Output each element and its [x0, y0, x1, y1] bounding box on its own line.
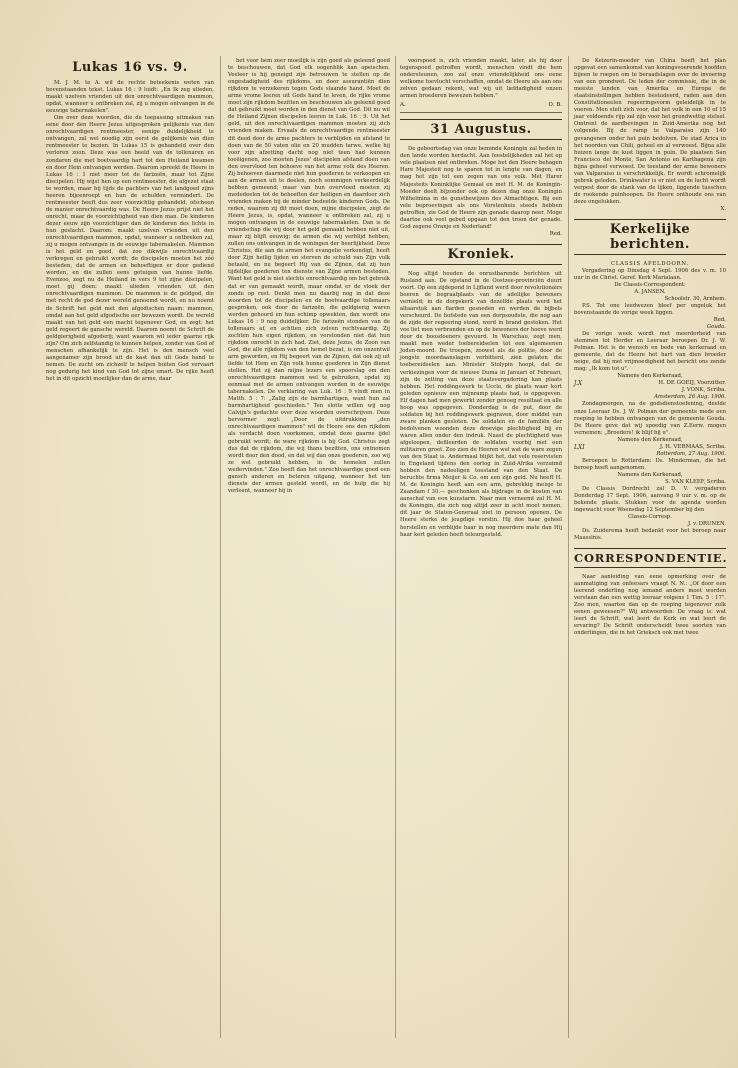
section-title-correspondentie: CORRESPONDENTIE.	[574, 548, 726, 568]
section-title-kroniek: Kroniek.	[400, 244, 562, 265]
augustus-body: De geboortedag van onze beminde Koningin zal heden in den lande worden herdacht. Aan feestelijkheden zal het op vele plaatsen niet ontbreken. Moge het den Heere behagen Hare Majesteit nog te sparen tot in lengte van dagen, en mag het zijn tot een zegen van ons volk. Met Harer Majesteits Koninklijke Gemaal en met H. M. de Koningin-Moeder deelt bijzonder ook op dezen dag onze Koningin Wilhelmina in de gunstbewijzen des Almachtigen. Bij een vele beproevingen als ons Vorstenhuis steeds hebben getroffen, zie God de Heere zijn genade daarop neer. Moge daartoe ook veel gebed opgaan tot den troon der genade. God zegene Oranje en Nederland!	[400, 146, 562, 230]
divider	[400, 112, 562, 113]
column-4	[574, 58, 726, 637]
place-amsterdam: Amsterdam, 26 Aug. 1906.	[654, 394, 726, 401]
dordrecht-label: Classis-Corresp.	[628, 513, 672, 520]
rotterdam-namens: Namens den Kerkeraad,	[617, 471, 683, 478]
column-1	[46, 58, 214, 383]
kroniek-body-continued: De Keizerin-moeder van China heeft het plan opgevat een samenkomst van koningsvoerende hoofden bijeen te roepen om te beraadslagen over de invoering van een grondwet. De leden der commissie, die in de meeste landen van Amerika en Europa de staatsinstellingen hebben bestudeerd, raden aan den Constitutioneelen regeeringsvorm geleidelijk in te voeren. Men stelt zich voor, dat het volk in een 10 of 15 jaar voldoende rijp zal zijn voor het grondwettig stelsel. Omtrent de aardbevingen in Zuid-Amerika nog het volgende. Bij de ramp te Valparaiso zijn 140 gevangenen onder het puin bedolven. De stad Arica in het noorden van Chili, geheel en al verwoest. Bijna alle huizen lange de kust liggen in puin. De plaatsen San Francisco del Monte, San Antonio en Karthagena zijn bijna geheel verwoest. De toestand der arme bewoners van Valparaiso is verschrikkelijk. Er wordt schromelijk gebrek geleden. Drinkwater is er niet en de lucht wordt verpest door de stank van de lijken, liggende tusschen de rookende puinhoopen. De Heere onthoude ons van deze ongelukken.	[574, 58, 726, 205]
article-signature	[400, 102, 562, 108]
signature-left: A.	[400, 102, 406, 109]
column-rule	[568, 56, 569, 1038]
kroniek-body: Nog altijd houden de onrustbarende berichten uit Rusland aan. De opstand in de Oostzee-provinciën duurt voort. Op een zijdepond in Lijfland werd door revolutionairs boeren de begraafplaats van de adellijke bewoners vernield; in de dorpskerk van dezelfde plaats werd het altaarstuk aan flarden gesneden en werden de bijbels verscheurd. De hofstede van een dorpsoudste, die nog aan de zijde der regeering stond, werd in brand gestoken. Het vee liet men verbranden en op de bewoners der hoeve werd door de boosdoeners gevuurd. In Warschau, zegt men, maakt men weder toebereidselen tot een algemeenen Joden-moord. De troepen, zoowel als de politie, door de jongste moordaanslagen verbitterd, zien gelaten die toebereidselen aan. Minister Stolypin hoopt, dat de verkiezingen voor de nieuwe Duma in Januari of Februari, zijn de zetting van deze staatsvergadering kan plaats hebben. Het roddingswerk te Uccle, de plaats waar kort geleden opnieuw een mijnramp plaats had, is opgegeven. Elf dagen had men gewerkt zonder genoeg resultaat en alle hoop was opgegeven. Donderdag is de put, door de soldaten bij het reddingswerk gegraven, door middel van zware planken gesloten. De soldaten en de familiën der bedolvenen woonden deze droevige plechtigheid bij en waren allen onder den indruk. Naast de plechtigheid was afgeloopen, defileerden de soldaten voorbij met een militairen groet. Zoo zien de Heeren wel wat de ware zegen van den Staat is. Andermaal blijkt het, dat vele reservisten in Engeland tijdens den oorlog in Zuid-Afrika verzuimd hebben den nadeeligen toestand van den Staat. De beruchte firma Meijer & Co. om een zijn geld. Nu heeft H. M. de Koningin heeft aan een arm, gebrekkig meisje te Zaandam f 30.— geschonken als bijdrage in de kosten van aanschaf van een kunstarm. Naar men verneemt zal H. M. de Koningin, die zich nog altijd zeer in acht moet nemen, dit jaar de Staten-Generaal niet in persoon openen. De Heere sterke de jeugdige vorstin. Hij doe haar geheel herstellen en verblijde haar in nog meerdere mate dan Hij haar kort geleden heeft teleurgesteld.	[400, 270, 562, 538]
column-rule	[220, 56, 221, 1038]
correspondent-label: De Classis-Correspondent:	[614, 282, 686, 289]
column-rule	[395, 56, 396, 1038]
kroniek-signature: X.	[720, 205, 726, 212]
signature-right: D. B.	[548, 102, 562, 109]
amsterdam-namens: Namens den Kerkeraad,	[617, 436, 683, 443]
classis-body: Vergadering op Dinsdag 4 Sept. 1906 des v. m. 10 uur in de Christ. Geref. Kerk Marialaan.	[574, 267, 726, 282]
correspondentie-body: Naar aanleiding van eene opmerking over de aanmatiging van onfeesars vraagt N. N.: „Of door een leerend onderling nog iemand anders moet worden verstaan dan een wettig leeraar volgens 1 Tim. 5 : 17". Zoo men, waartoe dan op de roeping tegenover zulk eenen geweesen?" Wij antwoorden: De vraag is: wat leert de Schrift, wat leert de Kerk en wat leert de ervaring? De Schrift onderscheidt twee soorten van onderlingen, die in het Grieksch ook met twee	[574, 574, 726, 637]
rotterdam-scriba: S. VAN KLEEF, Scriba.	[665, 478, 726, 485]
amsterdam-scriba-row	[574, 444, 726, 451]
column-2	[228, 58, 390, 495]
article-title-lukas: Lukas 16 vs. 9.	[72, 60, 188, 75]
augustus-signature: Red.	[549, 230, 562, 237]
zuiderema-note: Ds. Zuiderema heeft bedankt voor het beroep naar Maasslnis.	[574, 527, 726, 542]
handwritten-mark: LXI	[574, 443, 585, 451]
postscript-signature: Red.	[713, 317, 726, 324]
place-rotterdam: Rotterdam, 27 Aug. 1906.	[656, 450, 726, 457]
amsterdam-body: Zondagmorgen, na de godsdienstoefening, deelde onze Leeraar Ds. J. W. Polman der gemeente mede een roeping te hebben ontvangen van de gemeente Gouda. De Heere geve dat wij spoedig van Z.Eerw. mogen vernemen: „Broeders! ik blijf bij u".	[574, 401, 726, 436]
column-3	[400, 58, 562, 539]
correspondent-address: Schoolstr. 30, Arnhem.	[664, 296, 726, 303]
gouda-voorzitter-row	[574, 380, 726, 387]
dordrecht-name: J. v. DRUNEN.	[688, 520, 726, 527]
amsterdam-scriba: J. H. VERMAAS, Scriba.	[659, 443, 726, 450]
postscript: P.S. Tot one leedwezen bleef per ongeluk het bovenstaande de vorige week liggen.	[574, 303, 726, 317]
gouda-voorzitter: H. DE GOEIJ, Voorzitter.	[658, 380, 726, 387]
rotterdam-body: Beroepen te Rotterdam: Ds. Minderman, die het beroep heeft aangenomen.	[574, 457, 726, 471]
article-body: Om over deze woorden, die de toepassing uitmaken van eene door den Heere Jezus uitgesproken gelijkenis van den onrechtvaardigen rentmeester, eenige duidelijkheid te ontvangen, zal wel noodig zijn eerst de gelijkenis van dien rentmeester te bezien. In Lukas 15 is gehandeld over den verloren zoon. Deze was een beeld van de tollenaren en zondaren die met boetvaardig hart tot den Heiland kwamen en door Hem ontvangen werden. Daarom spreekt de Heere in Lukas 16 : 1 niet meer tot de farizeën, maar tot Zijne discipelen. Hij wijst hen op een rentmeester, die afgezet staat te worden, maar bij tijds de pachters van het landgoed zijns heeren bijeenroept en hun de schulden vermindert. De rentmeester heeft dus zeer voorzichtig gehandeld, ofschoon de manier onrechtvaardig was. De Heere Jezus prijst niet het onrecht, maar de voorzichtigheid van dien man. De kinderen dezer eeuw zijn voorzichtiger dan de kinderen des lichts in hun geslacht. Daarom: maakt uzelven vrienden uit den onrechtvaardigen mammon, opdat, wanneer u ontbreken zal, zij u mogen ontvangen in de eeuwige tabernakelen. Mammon is het geld en goed, dat zoo dikwijls onrechtvaardig verkregen en gebruikt wordt; de discipelen moeten het zóó besteden, dat de armen en behoeftigen er door gediend worden, en die zullen eens getuigen van hunne liefde. Evenzoo, zegt nu de Heiland in vers 9 tot zijne discipelen, moet gij doen: maakt ulieden vrienden uit den onrechtvaardigen mammon. De mammon is de geldgod, die met recht de god dezer wereld genoemd wordt, en nu noemt de Schrift het geld met den afgodischen naam: mammon, omdat aan het geld afgodische eer bewezen wordt. De wereld maakt van het geld een macht tegenover God, en zegt: het geld regeert de gansche wereld. Daarom noemt de Schrift de geldgierigheid afgoderij; want waarom wil ieder gaarne rijk zijn? Om zich zelfstandig te kunnen helpen, zonder van God of menschen afhankelijk te zijn. Het is den mensch veel aangenamer zijn brood uit de kast dan uit Gods hand te nemen. De zucht om zichzelf te helpen buiten God vervaart nog gedurig het kind van God tot zijne smart. De rijke heeft het in dit opzicht moeilijker dan de arme, daar	[46, 115, 215, 382]
gouda-scriba: J. VONK, Scriba.	[681, 387, 726, 394]
article-body-end: voorspoed is, zich vrienden maakt, later, als hij door tegenspoed getroffen wordt, menschen vindt die hem ondersteunen, zoo zal onze vriendelijkheid ons eene welkome toevlucht verschaffen, omdat de Heere als aan ons zelven gedaan rekent, wat wij uit liefdadigheid onzen armen broederen bewezen hebben."	[400, 58, 562, 100]
place-gouda: Gouda.	[706, 324, 726, 331]
gouda-body: De vorige week wordt met meerderheid van stemmen tot Herder en Leeraar beroepen Dr. J. W. Polman. Het is de wensch en bede van kerkeraad en gemeente, dat de Heere het hart van dien broeder neige, dat hij met vrijmoedigheid het bericht ons zende mag: „Ik kom tot u".	[574, 331, 726, 373]
article-intro: M. J. M. te A. wil de rechte beteekenis weten van bovenstaanden tekst. Lukas 16 : 9 luidt: „En Ik zeg ulieden, maakt uzelven vrienden uit den onrechtvaardigen mammon, opdat, wanneer u ontbreken zal, zij u mogen ontvangen in de eeuwige tabernakelen".	[46, 80, 214, 115]
correspondent-name: A. JANSEN.	[634, 289, 666, 296]
article-title-augustus: 31 Augustus.	[400, 119, 562, 140]
dordrecht-body: De Classis Dordrecht zal D. V. vergaderen Donderdag 17 Sept. 1906, aanvang 9 uur v. m. op de bekende plaats. Stukken voor de agenda worden ingewacht voor Woensdag 12 September bij den	[574, 485, 726, 513]
classis-title: CLASSIS APELDOORN.	[610, 260, 690, 267]
handwritten-mark: J.X	[574, 380, 583, 388]
article-body-continued: het voor hem zeer moeilijk is zijn goed als geleend goed te beschouwen, dat God elk oogenblik kan opeischen. Veeleer is hij geneigd zijn betrouwen te stellen op de ongestadigheid des rijkdoms, en door assurantiën dien rijkdom te verzekeren tegen Gods slaande hand. Moet de arme vrome leeren uit Gods hand te leven, de rijke vrome moet zijn rijkdom bezitten en beschouwen als geleend goed dat gebruikt moet worden in den dienst van God. Dit nu wil de Heiland Zijnen discipelen leeren in Luk. 16 : 9. Uit het geld, uit den onrechtvaardigen mammon moeten zij zich vrienden maken. Ervaals de onrechtvaardige rentmeester dit deed door de arme pachters te verblijden en afstand te doen van de 50 vaten olie en 20 mudden tarwe, welke hij voor zijn afzetting dacht nog niet teen had kunnen toeëigenen, zoo moeten Jezus' discipelen afstand doen van den overvloed ten behoeve van het arme volk des Heeren. Zij behoeven daarmede niet hun goederen te verkoopen en aan de armen uit te deelen, noch sommigen verkeerdelijk hebben gemeend; maar van hun overvloed moeten zij mededeelen tot de behoeften der heiligen en daardoor zich vrienden maken bij de minder bedeelde kinderen Gods. De reden, waarom zij dit moet doen, mijne discipelen, zegt de Heere Jezus, is, opdat, wanneer u ontbreken zal, zij u mogen ontvangen in de eeuwige tabernakelen. Dan is de vriendschap die wij door het geld gemaakt hebben niet uit, maar zij blijft eeuwig; de armen die wij verblijd hebben, zullen ons ontvangen in de woningen der heerlijkheid. Deze Christus, die aan de armen het evangelie verkondigt, heeft door Zijn heilig lijden en sterven de schuld van Zijn volk betaald, en nu begeert Hij van de Zijnen, dat zij hun tijdelijke goederen ten dienste van Zijne armen besteden. Want het geld is niet slechts onrechtvaardig om het gebruik dat er van gemaakt wordt, maar omdat er de vloek der zonde op rust. Denkt men nu daarbij nog in dat deze woorden tot de discipelen en de boetvaardige tollenaars gesproken, ook door de farizeën, die geldgierig waren werden gehoord en hun schimp opwekten, dan wordt ons Lukas 16 : 9 nog duidelijker. De farizeën stonden van de tollenaars af, en achtten zich zelven rechtvaardig. Zij zochten hun eigen rijkdom, en verstonden niet dat hun rijkdom onrecht in zich had. Ziet, deze Jezus, de Zoon van God, die alle rijkdom van den hemel bezat, is om onzentwil arm geworden, en Hij begeert van de Zijnen, dat ook zij uit liefde tot Hem en Zijn volk hunne goederen in Zijn dienst stellen. Het zij dan mijne lezers een spoorslag om den onrechtvaardigen mammon wel te gebruiken, opdat zij eenmaal met de armen ontvangen worden in de eeuwige tabernakelen. De verklaring van Luk. 16 : 9 vindt men in Matth. 5 : 7: „Zalig zijn de barmhartigen, want hun zal barmhartigheid geschieden." Ten slotte willen wij nog Calvijn's gedachte over deze woorden overschrijven. Deze hervormer zegt: „Door de uitdrukking „den onrechtvaardigen mammon" wil de Heere ons den rijkdom als verdacht doen voorkomen, omdat deze gaarne ijdel gebruikt wordt; de ware rijkdom is bij God. Christus zegt dus dat de rijkdom, die wij thans bezitten, ons ontnomen wordt door den dood, en dat wij dan onze goederen, zoo wij ze wel gebruikt hebben, in de hemelen zullen wedervinden." Zoo heeft dan het onrechtvaardige goed een gansch anderen en beteren uitgang, wanneer het ten dienste der armen gesteld wordt, en de hulp die hij verleent, wanneer hij in	[228, 58, 390, 494]
section-title-kerkelijke: Kerkelijke berichten.	[574, 219, 726, 255]
gouda-namens: Namens den Kerkeraad,	[617, 373, 683, 380]
